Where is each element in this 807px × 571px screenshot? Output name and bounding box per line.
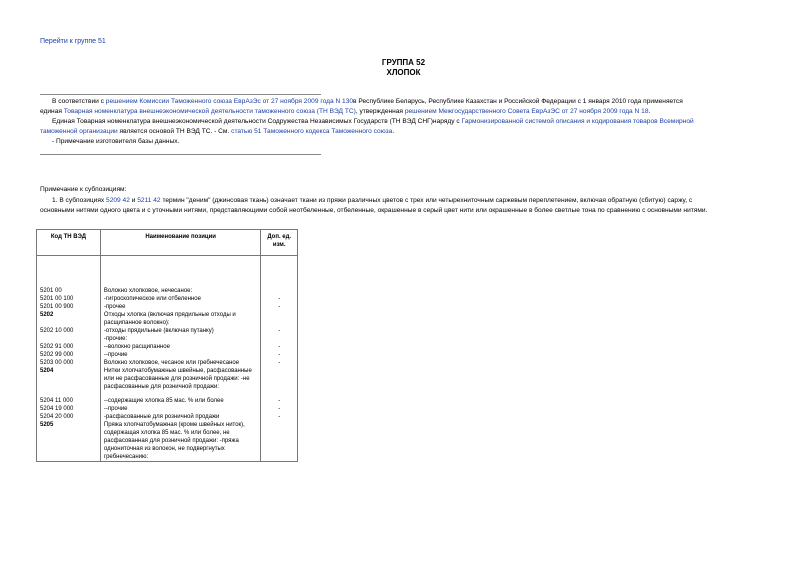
- table-row: [37, 287, 298, 295]
- cell-name: -гигроскопическое или отбеленное: [100, 295, 261, 303]
- intro-line-4: таможенной организации является основой ТН ВЭД ТС. - См. статью 51 Таможенного кодекса Таможенного союза.: [40, 128, 395, 135]
- table-row: [37, 303, 298, 311]
- cell-unit: -: [261, 359, 298, 367]
- council-decision-link[interactable]: решением Межгосударственного Совета ЕврАзЭС от 27 ноября 2009 года N 18: [404, 108, 649, 115]
- cell-code: 5204: [37, 367, 101, 391]
- divider-bottom: [40, 154, 321, 155]
- table-header-row: [37, 230, 298, 256]
- cell-unit: [261, 335, 298, 343]
- header-unit: Доп. ед. изм.: [261, 230, 298, 256]
- table-row: [37, 351, 298, 359]
- cell-code: [37, 335, 101, 343]
- cell-code: 5201 00: [37, 287, 101, 295]
- table-row: [37, 405, 298, 413]
- cell-code: 5201 00 900: [37, 303, 101, 311]
- cell-code: 5204 20 000: [37, 413, 101, 421]
- cell-unit: -: [261, 303, 298, 311]
- table-spacer-row: [37, 256, 298, 288]
- header-code: Код ТН ВЭД: [37, 230, 101, 256]
- cell-name: [100, 256, 261, 288]
- cell-name: --волокно расщипанное: [100, 343, 261, 351]
- cell-code: 5202 99 000: [37, 351, 101, 359]
- table-row: [37, 295, 298, 303]
- table-row: [37, 311, 298, 327]
- subheading-note-line-2: основными нитями одного цвета и с уточными нитями, представляющими собой неотбеленные, отбеленные, окрашенные в серый цвет нити или окрашенные в более светлые тона по сравнению с основными нитями.: [40, 207, 708, 214]
- cell-name: --прочие: [100, 351, 261, 359]
- cell-unit: [261, 256, 298, 288]
- subheading-5211-42-link[interactable]: 5211 42: [137, 197, 161, 204]
- cell-unit: [261, 367, 298, 391]
- commission-decision-link[interactable]: решением Комиссии Таможенного союза ЕврАзЭс от 27 ноября 2009 года N 130: [105, 98, 354, 105]
- table-row: [37, 359, 298, 367]
- cell-name: -прочее: [100, 303, 261, 311]
- table-row: [37, 413, 298, 421]
- table-row: [37, 327, 298, 335]
- intro-line-2: единая Товарная номенклатура внешнеэкономической деятельности таможенного союза (ТН ВЭД ТС), утвержденная решением Межгосударственного Совета ЕврАзЭС от 27 ноября 2009 года N 18.: [40, 108, 651, 115]
- table-row: [37, 367, 298, 391]
- intro-line-3: Единая Товарная номенклатура внешнеэкономической деятельности Содружества Независимых Государств (ТН ВЭД СНГ)наряду с Гармонизированной системой описания и кодирования товаров Всемирной: [52, 118, 694, 125]
- table-row: [37, 343, 298, 351]
- group-number: ГРУППА 52: [381, 58, 426, 67]
- cell-name: -отходы прядильные (включая путанку): [100, 327, 261, 335]
- subheading-note-title: Примечание к субпозициям:: [40, 186, 127, 193]
- cell-unit: -: [261, 343, 298, 351]
- intro-db-note: - Примечание изготовителя базы данных.: [52, 138, 180, 145]
- cell-name: Пряжа хлопчатобумажная (кроме швейных ниток), содержащая хлопка 85 мас. % или более, не расфасованная для розничной продажи: -пряжа однониточная из волокон, не подвергнутых гребнечесанию:: [100, 421, 261, 462]
- intro-line-1: В соответствии с решением Комиссии Таможенного союза ЕврАзЭс от 27 ноября 2009 года N 130в Республике Беларусь, Республике Казахстан и Российской Федерации с 1 января 2010 года применяется: [52, 98, 683, 105]
- cell-name: -прочие:: [100, 335, 261, 343]
- table-row: [37, 391, 298, 405]
- page-title: [0, 58, 807, 78]
- cell-unit: [261, 421, 298, 462]
- cell-code: 5202 91 000: [37, 343, 101, 351]
- cell-unit: -: [261, 295, 298, 303]
- cell-unit: [261, 287, 298, 295]
- cell-code: 5203 00 000: [37, 359, 101, 367]
- cell-name: --содержащие хлопка 85 мас. % или более: [100, 391, 261, 405]
- table-row: [37, 421, 298, 462]
- cell-name: --прочие: [100, 405, 261, 413]
- harmonized-system-link[interactable]: Гармонизированной системой описания и кодирования товаров Всемирной: [461, 118, 694, 125]
- cell-unit: -: [261, 405, 298, 413]
- customs-code-article-link[interactable]: статью 51 Таможенного кодекса Таможенного союза: [231, 128, 393, 135]
- customs-organization-link[interactable]: таможенной организации: [40, 128, 118, 135]
- cell-unit: [261, 311, 298, 327]
- cell-unit: -: [261, 391, 298, 405]
- cell-name: Волокно хлопковое, чесаное или гребнечесаное: [100, 359, 261, 367]
- tn-ved-ts-link[interactable]: Товарная номенклатура внешнеэкономической деятельности таможенного союза (ТН ВЭД ТС): [63, 108, 356, 115]
- cell-unit: -: [261, 327, 298, 335]
- cell-unit: -: [261, 351, 298, 359]
- cell-code: 5204 11 000: [37, 391, 101, 405]
- divider-top: [40, 94, 321, 95]
- cell-code: [37, 256, 101, 288]
- cell-code: 5204 19 000: [37, 405, 101, 413]
- subheading-5209-42-link[interactable]: 5209 42: [106, 197, 130, 204]
- group-name: ХЛОПОК: [386, 68, 421, 77]
- cell-name: Волокно хлопковое, нечесаное:: [100, 287, 261, 295]
- cell-name: -расфасованные для розничной продажи: [100, 413, 261, 421]
- table-row: [37, 335, 298, 343]
- tariff-table: [36, 229, 298, 462]
- cell-code: 5201 00 100: [37, 295, 101, 303]
- subheading-note-line-1: 1. В субпозициях 5209 42 и 5211 42 термин "деним" (джинсовая ткань) означает ткани из пряжи различных цветов с трех или четырехниточным саржевым переплетением, включая обратную (сбитую) саржу, с: [52, 197, 693, 204]
- cell-code: 5205: [37, 421, 101, 462]
- cell-unit: -: [261, 413, 298, 421]
- group-51-link[interactable]: Перейти к группе 51: [40, 38, 106, 45]
- cell-code: 5202 10 000: [37, 327, 101, 335]
- cell-code: 5202: [37, 311, 101, 327]
- cell-name: Отходы хлопка (включая прядильные отходы и расщипанное волокно):: [100, 311, 261, 327]
- header-name: Наименование позиции: [100, 230, 261, 256]
- cell-name: Нитки хлопчатобумажные швейные, расфасованные или не расфасованные для розничной продажи: -не расфасованные для розничной продажи:: [100, 367, 261, 391]
